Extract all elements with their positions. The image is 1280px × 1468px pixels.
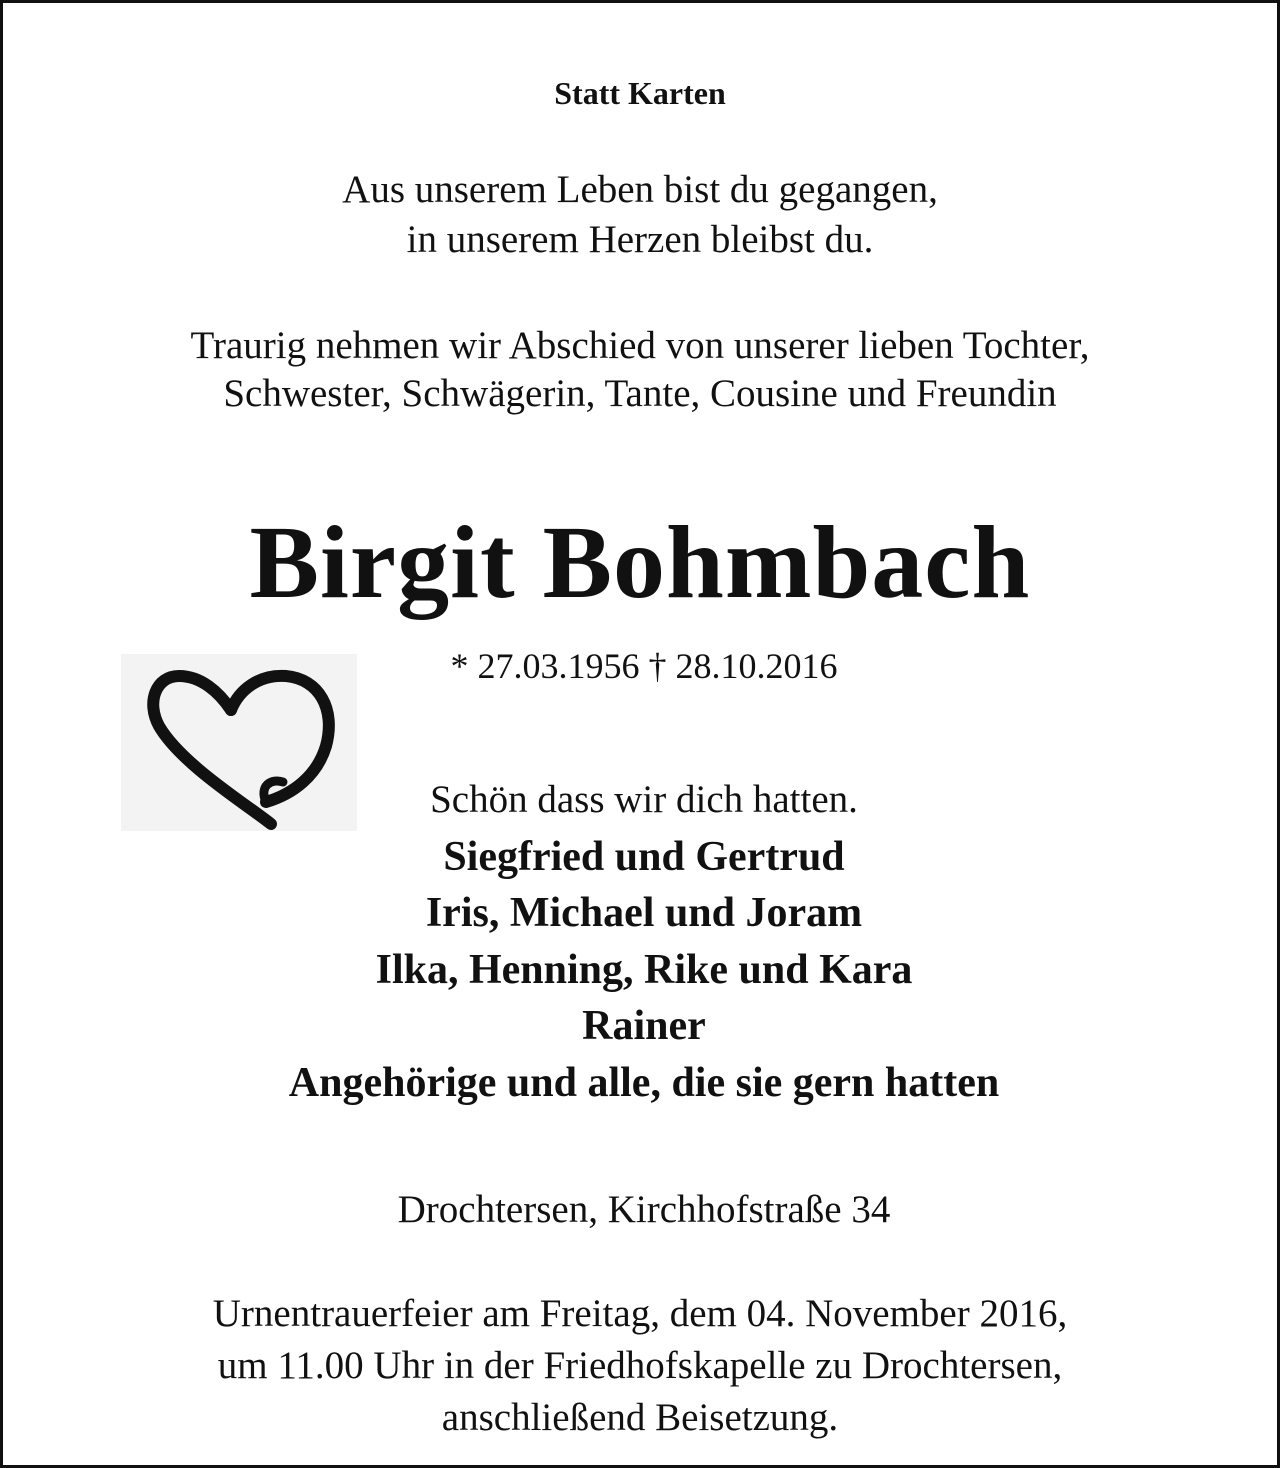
mourner-line: Siegfried und Gertrud (443, 834, 845, 880)
poem-line-2: in unserem Herzen bleibst du. (406, 218, 874, 261)
life-dates: * 27.03.1956 † 28.10.2016 (450, 646, 838, 686)
service-line-2: um 11.00 Uhr in der Friedhofskapelle zu Drochtersen, (217, 1344, 1063, 1387)
service-line-1: Urnentrauerfeier am Freitag, dem 04. November 2016, (212, 1292, 1068, 1335)
statt-karten-heading: Statt Karten (554, 75, 726, 111)
mourner-line: Angehörige und alle, die sie gern hatten (288, 1060, 1000, 1106)
mourner-line: Rainer (582, 1003, 706, 1049)
closing-phrase: Schön dass wir dich hatten. (430, 778, 858, 821)
intro-line-2: Schwester, Schwägerin, Tante, Cousine und Freundin (223, 372, 1057, 415)
address: Drochtersen, Kirchhofstraße 34 (397, 1188, 891, 1231)
mourner-line: Iris, Michael und Joram (425, 890, 863, 936)
poem-line-1: Aus unserem Leben bist du gegangen, (342, 168, 938, 211)
mourner-line: Ilka, Henning, Rike und Kara (375, 947, 913, 993)
deceased-name: Birgit Bohmbach (249, 505, 1031, 620)
service-line-3: anschließend Beisetzung. (441, 1396, 839, 1439)
intro-line-1: Traurig nehmen wir Abschied von unserer lieben Tochter, (190, 324, 1090, 367)
